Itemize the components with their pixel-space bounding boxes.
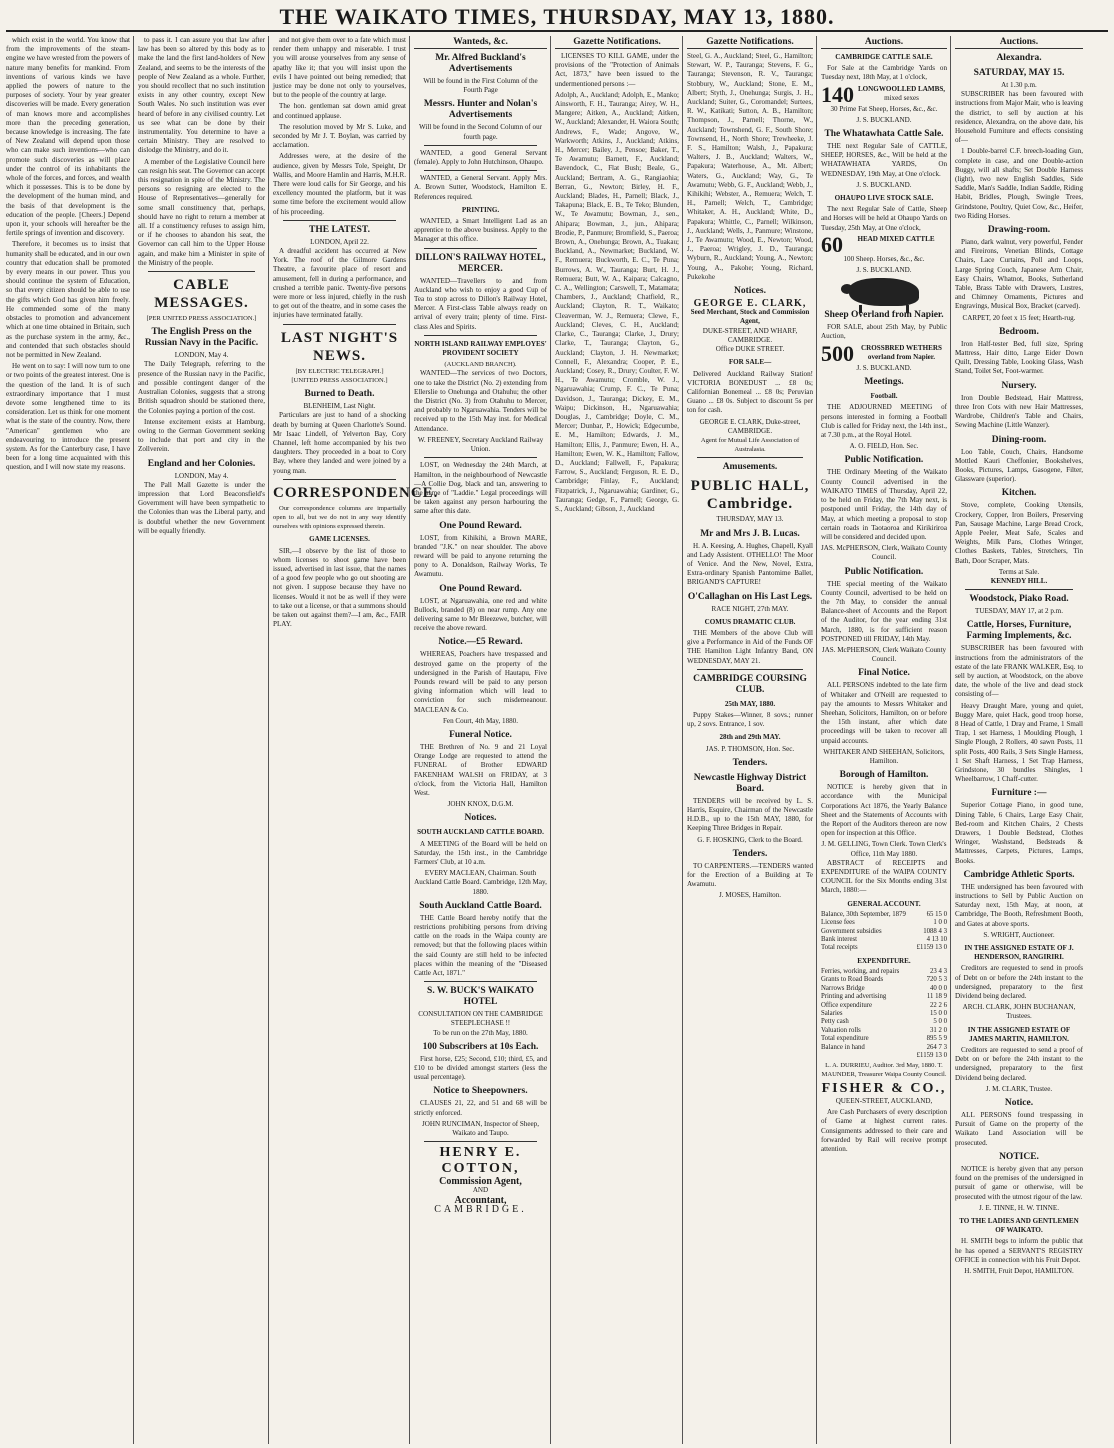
burned-title: Burned to Death. [304,389,375,400]
article-paragraph: and not give them over to a fate which must render them unhappy and miserable. I trust you will arouse yourselves from any sense of apathy like it; that you will insist upon the evils I have pointed out being remedied; that justice may be done not only to yourselves, but to the people of the country at large. [273,36,406,100]
table-cell-value: 895 5 9 [926,1035,947,1043]
table-cell-label: License fees [821,919,855,927]
bedroom-body: Iron Half-tester Bed, full size, Spring Mattress, Hair ditto, Large Eider Down Quilt, Dressing Table, Looking Glass, Wash Stand, Toilet Set, Foot-warmer. [955,339,1083,376]
divider [148,271,255,272]
pound-title: One Pound Reward. [439,520,522,531]
latest-heading: THE LATEST. [309,224,370,235]
table-cell-label: Salaries [821,1010,843,1018]
cattle-sale-title: CAMBRIDGE CATTLE SALE. [835,53,933,61]
article-paragraph: which exist in the world. You know that from the improvements of the steam-engine we have wrested from the powers of nature many benefits for mankind. From inventions of various kinds we have applied the powers of nature to the purposes of society. Your by year greater discoveries will be made. Every generation of man knows more and accomplishes more than the preceding generation, because knowledge is increasing. The fate of New Zealand will depend upon those who can make such inventions—who can promote such discoveries as will place under the control of its inhabitants the whole of the forces, and forces, and wealth which it possesses. This is to be done by the development of the human mind, and the basis of that development is the education of the people. [Cheers.] Depend upon it, your schools will hereafter be the fertile springs of invention and discovery. [6,36,130,238]
lastnight-heading: LAST NIGHT'S NEWS. [280,329,399,364]
notice2-title: NOTICE. [999,1151,1039,1162]
divider [283,324,396,325]
clark-sign: GEORGE E. CLARK, Duke-street, CAMBRIDGE. [699,417,801,435]
table-cell-value: 11 18 9 [926,993,947,1001]
cotton-and: AND [472,1186,489,1195]
kitchen-body: Stove, complete, Cooking Utensils, Crockery, Copper, Iron Boilers, Preserving Pan, Sausage Machine, Large Bread Crock, Apple Peeler, Meat Safe, Scales and Weights, Milk Pans, Clothes Wringer, Clothes Baskets, Tables, Stretchers, Tin Bath, Door Scraper, Mats. [955,501,1083,565]
assigned2-body: Creditors are requested to send a proof of Debt on or before the 24th instant to the undersigned, preparatory to the first Dividend being declared. [955,1046,1083,1082]
table-row [821,1035,947,1043]
column-3 [273,36,439,1444]
cable-title: The English Press on the Russian Navy in the Pacific. [144,327,259,349]
expenditure-table [821,968,947,1060]
article-paragraph: He went on to say: I will now turn to one or two points of the greatest interest. One is the question of the land. It is of such extraordinary importance that I must devote some lengthened time to its consideration. Let us think for one moment what is the state of the country. Now, there "American" gentlemen who are endeavouring to introduce the present system. As for the Canterbury case, I have been for a long time acquainted with this question, and I will now state my reasons. [6,362,130,472]
funeral-title: Funeral Notice. [449,729,512,740]
final-body: ALL PERSONS indebted to the late firm of Whitaker and O'Neill are requested to pay the amounts to Messrs Whitaker and Sheehan, Solicitors, Hamilton, on or before the 15th instant, after which date proceedings will be taken to recover all unpaid accounts. [821,681,947,745]
cattle-board-sign: EVERY MACLEAN, Chairman. South Auckland Cattle Board. Cambridge, 12th May, 1880. [414,869,547,896]
napier-wethers: CROSSBRED WETHERS overland from Napier. [861,343,942,361]
whata-title: The Whatawhata Cattle Sale. [824,129,944,140]
woodstock-title: Woodstock, Piako Road. [969,594,1069,605]
cattle-sale-ad [821,81,947,114]
ocallaghan-body: RACE NIGHT, 27th MAY. [711,604,789,613]
divider [424,248,537,249]
nursery-body: Iron Double Bedstead, Hair Mattress, three Iron Cots with new Hair Mattresses, Wardrobe, Children's Table and Chairs, Sewing Machine (Little Wanzer). [955,393,1083,430]
gazette-intro: LICENSES TO KILL GAME, under the provisions of the "Protection of Animals Act, 1873," have been issued to the undermentioned persons :— [555,52,679,88]
table-row [821,968,947,976]
gazette-names: Steel, G. A., Auckland; Steel, G., Hamilton; Stewart, W. P., Tauranga; Stevens, F. G., Tauranga; Stevenson, R. V., Tauranga; Stobbury, W., Auckland; Stone, E. M., Albert; Styth, J., Onehunga; Surgis, J. H., Auckland; Suiter, G., Coromandel; Surtees, R. W., Katikati; Sutton, A. B., Hamilton; Thompson, J., Parnell; Thorne, W., Auckland; Townshend, G. F., South Shore; Townsend, H., North Shore; Trewheeke, J. F. S., Hamilton; Walsh, J., Papakura; Walters, J. B., Auckland; Walters, W., Papakura; Waterhouse, A., Mt. Albert; Waters, G., Auckland; Way, G., Te Awamutu; Webb, G. F., Auckland; Webb, J., Kihikihi; Webster, A., Remuera; Welch, T. H., Parnell; Welch, T., Cambridge; Whitaker, A. H., Auckland; White, D., Papakura; Whittle, C., Parnell; Wilkinson, J., Auckland; Wells, J., Panmure; Winstone, J., Te Awamutu; Wood, E., Newton; Wood, J., Paeroa; Wrigley, J. D., Tauranga; Wyburn, R., Auckland; Young, A., Newton; Young, A., Pakohe; Young, Richard, Pukekohe [687,52,813,281]
table-row [821,1052,947,1060]
column-1 [6,36,134,1444]
cattle-board-body: A MEETING of the Board will be held on Saturday, the 15th inst., in the Cambridge Farmers' Club, at 10 a.m. [414,839,547,866]
fisher-body: Are Cash Purchasers of every description of Game at highest current rates. Consignments addressed to their care and forwarded by Rail will receive prompt attention. [821,1108,947,1153]
whata-sign: J. S. BUCKLAND. [856,180,912,189]
furniture-body: Superior Cottage Piano, in good tune, Dining Table, 6 Chairs, Large Easy Chair, Bed-room and Kitchen Chairs, 2 Chests Drawers, 1 Double Bedstead, Clothes Wringer, Washstand, Bedsteads & Mattresses, Carpets, Pictures, Lamps, Books. [955,801,1083,865]
sheep-body: CLAUSES 21, 22, and 51 and 68 will be strictly enforced. [414,1099,547,1117]
coursing-sign: JAS. P. THOMSON, Hon. Sec. [705,744,795,753]
napier-body: FOR SALE, about 25th May, by Public Auction, [821,323,947,341]
tenders2-body: TO CARPENTERS.—TENDERS wanted for the Erection of a Building at Te Awamutu. [687,861,813,889]
ohaupo-count: 60 [821,231,843,257]
comus-body: THE Members of the above Club will give a Performance in Aid of the Funds OF THE Hamilton Light Infantry Band, ON WEDNESDAY, MAY 21. [687,628,813,665]
sale-date: SATURDAY, MAY 15. [973,68,1065,78]
coursing-title: CAMBRIDGE COURSING CLUB. [693,673,807,695]
cattle-sale-body: For Sale at the Cambridge Yards on Tuesday next, 18th May, at 1 o'clock, [821,64,947,82]
hall-body: H. A. Keesing, A. Hughes, Chapell, Kyall and Lady Assistent. OTHELLO! The Moor of Venice. And the New, Novel, Extra, Extra-ordinary Spanish Pantomime Ballet, BRIGAND'S CAPTURE! [687,541,813,587]
ladies-sign: H. SMITH, Fruit Depot, HAMILTON. [964,1266,1074,1275]
forsale-title: FOR SALE— [728,358,772,367]
table-cell-label: Bank interest [821,936,858,944]
buck-body: To be run on the 27th May, 1880. [433,1028,528,1037]
table-row [821,993,947,1001]
cable-paragraph: Intense excitement exists at Hamburg, owing to the German Government seeking to include that port and city in the Zollverein. [138,417,265,454]
divider [283,479,396,480]
column-6 [687,36,817,1444]
england-title: England and her Colonies. [147,458,256,469]
table-row [821,1044,947,1052]
hall-date: THURSDAY, MAY 13. [716,515,784,524]
reward-body: WHEREAS, Poachers have trespassed and destroyed game on the property of the undersigned in the Parish of Hautapu, Five Pounds reward will be paid to any person giving information which will lead to conviction for such misdemeanour. MACLEAN & Co. [414,650,547,714]
assigned1-body: Creditors are requested to send in proofs of Debt on or before the 24th instant to the undersigned, preparatory to the first Dividend being declared. [955,964,1083,1001]
abstract-head: GENERAL ACCOUNT. [847,899,921,908]
notice-body: ALL PERSONS found trespassing in Pursuit of Game on the property of the Waikato Land Association will be prosecuted. [955,1111,1083,1147]
table-cell-value: 1 0 0 [933,919,947,927]
fisher-addr: QUEEN-STREET, AUCKLAND, [835,1096,933,1105]
column-heading: Auctions. [955,36,1083,49]
table-cell-label [821,1052,912,1060]
column-heading: Gazette Notifications. [555,36,679,49]
masthead [6,4,1108,32]
clark-office: Office DUKE STREET. [715,345,785,354]
ohaupo-cattle: HEAD MIXED CATTLE [857,234,935,243]
woodstock-items: Heavy Draught Mare, young and quiet, Buggy Mare, quiet Hack, good troop horse, 8 Head of Cattle, 1 Dray and Frame, 1 Small Trap, 1 set Harness, 1 Moulding Plough, 1 Single Plough, 2 Rollers, 40 sawn Posts, 11 split Posts, 400 Rails, 3 Sets Single Harness, 1 Set Shaft Harness, 1 Set Trap Harness, Grindstone, 30 bundles Shingles, 1 Wheelbarrow, 1 Chaff-cutter. [955,701,1083,784]
table-cell-label: Printing and advertising [821,993,887,1001]
nursery-title: Nursery. [1001,380,1037,391]
railway-sign: W. FREENEY, Secretary Auckland Railway Union. [417,435,544,454]
public2-title: Public Notification. [844,566,924,577]
clark-addr: DUKE-STREET, AND WHARF, CAMBRIDGE. [702,326,798,344]
fisher-name: FISHER & CO., [821,1080,947,1096]
abstract-body: ABSTRACT of RECEIPTS and EXPENDITURE of the WAIPA COUNTY COUNCIL for the Six Months ending 31st March, 1880:— [821,858,947,895]
assigned2-title: IN THE ASSIGNED ESTATE OF JAMES MARTIN, HAMILTON. [967,1025,1071,1043]
terms: Terms at Sale. [998,567,1040,576]
expenditure-head: EXPENDITURE. [857,956,911,965]
cotton-role: Commission Agent, [439,1176,522,1188]
highway-title: Newcastle Highway District Board. [693,772,807,794]
amusements-title: Amusements. [722,462,778,473]
table-row [821,985,947,993]
table-cell-label: Petty cash [821,1018,849,1026]
auctioneer: KENNEDY HILL. [990,576,1048,585]
funeral-body: THE Brethren of No. 9 and 21 Loyal Orange Lodge are requested to attend the FUNERAL of Brother EDWARD FAKENHAM WALSH on FRIDAY, at 3 o'clock, from the Victoria Hall, Hamilton West. [414,742,547,797]
table-row [821,919,947,927]
notice-title: Notice. [1004,1098,1034,1109]
divider [965,589,1073,590]
england-dateline: LONDON, May 4. [174,471,229,480]
furniture-title: Furniture :— [991,788,1047,799]
coursing-body: Puppy Stakes—Winner, 8 sovs.; runner up, 2 sovs. Entrance, 1 sov. [687,710,813,729]
dillon-body: WANTED—Travellers to and from Auckland who wish to enjoy a good Cup of Tea to stop across to Dillon's Railway Hotel, Mercer. A First-class Table always ready on arrival of every train; plenty of time. First-class Ales and Spirits. [414,276,547,331]
napier-count: 500 [821,340,854,366]
notices-title: Notices. [464,813,497,824]
table-cell-value: 40 0 0 [930,984,947,992]
england-paragraph: The Pall Mall Gazette is under the impression that Lord Beaconsfield's Government will have been sympathetic to the Colonies than was the Liberal party, and is doubtful whether the new Government will be equally friendly. [138,480,265,535]
cotton-ad [414,1145,547,1214]
table-row [821,928,947,936]
cattle-lambs: LONGWOOLLED LAMBS, [857,84,946,93]
article-paragraph: Therefore, it becomes us to insist that humanity shall be educated, and in our own country that education shall be promoted by every means in our power. Thus you should continue the system of Education, so that every citizen should be able to use the gifts which God has given him freely. He commended some of the many obstacles to promotion and advancement which at one time obtained in Britain, such as the purchase system in the army, &c., and contended that such obstacles should not be permitted in New Zealand. [6,240,130,359]
table-cell-label: Ferries, working, and repairs [821,968,900,976]
cattle-board-title: SOUTH AUCKLAND CATTLE BOARD. [417,828,544,837]
whata-body: THE next Regular Sale of CATTLE, SHEEP, HORSES, &c., Will be held at the WHATAWHATA YARDS, On WEDNESDAY, 19th May, at One o'clock. [821,142,947,178]
napier-sign: J. S. BUCKLAND. [856,364,912,373]
table-cell-label: Balance, 30th September, 1879 [821,910,906,918]
table-cell-label: Valuation rolls [821,1026,861,1034]
article-paragraph: A member of the Legislative Council here can resign his seat. The Governor can accept this resignation in spite of the Ministry. The persons so resigning are elected to the House of Representatives—generally for some small constituency that, perhaps, should have no right to return a member at all. If a constituency refuses to assign him, or if he chooses to abandon his seat, the Governor can call him to the Upper House again, and make him a Minister in spite of the Ministry of the people. [138,157,265,267]
divider [697,669,803,670]
column-heading: Auctions. [821,36,947,49]
buck-title: S. W. BUCK'S WAIKATO HOTEL [427,986,534,1008]
buck-big: 100 Subscribers at 10s Each. [422,1041,539,1052]
column-heading: Gazette Notifications. [687,36,813,49]
cattle-mixed: mixed sexes [884,93,919,102]
divider [283,220,396,221]
divider [424,981,537,982]
assigned2-sign: J. M. CLARK, Trustee. [985,1084,1053,1093]
divider [697,457,803,458]
lost-notice: LOST, on Wednesday the 24th March, at Hamilton, in the neighbourhood of Newcastle—A Collie Dog, black and tan, answering to the name of "Laddie." Legal proceedings will be taken against any person harbouring the same after this date. [414,461,547,516]
table-cell-value: £1159 13 0 [916,944,947,952]
buck-sub: CONSULTATION ON THE CAMBRIDGE STEEPLECHASE !! [418,1010,543,1028]
sale-body: SUBSCRIBER has been favoured with instructions from Major Mair, who is leaving the district, to sell by auction at his residence, Alexandra, on the above date, his Household Furniture and effects consisting of— [955,90,1083,145]
table-row [821,911,947,919]
ad-title: PRINTING. [461,205,500,214]
cattle-extra: 30 Prime Fat Sheep, Horses, &c., &c. [830,104,938,113]
ohaupo-extra: 100 Sheep. Horses, &c., &c. [843,254,925,263]
railway-sub: (AUCKLAND BRANCH). [444,361,517,369]
ad-title: Mr. Alfred Buckland's Advertisements [435,53,526,74]
cotton-name: HENRY E. COTTON, [439,1145,522,1177]
lastnight-sub: [BY ELECTRIC TELEGRAPH.] [295,367,384,375]
table-cell-value: 22 2 6 [930,1001,947,1009]
table-row [821,1002,947,1010]
cable-heading: CABLE MESSAGES. [154,277,249,312]
ladies-body: H. SMITH begs to inform the public that he has opened a SERVANT'S REGISTRY OFFICE in connection with his Fruit Depot. [955,1237,1083,1264]
table-cell-value: 65 15 0 [926,910,947,918]
masthead-title: THE WAIKATO TIMES, THURSDAY, MAY 13, 1880. [279,4,835,29]
table-cell-label: Balance in hand [821,1043,865,1051]
cattle-board2-body: THE Cattle Board hereby notify that the restrictions prohibiting persons from driving cattle on the roads in the Waipa county are removed; but that the following places within the said County are still held to be infected places within the meaning of the "Diseased Cattle Act, 1871." [414,913,547,978]
table-row [821,936,947,944]
football-body: THE ADJOURNED MEETING of persons interested in forming a Football Club is called for Friday next, the 14th inst., at 7.30 p.m., at the Royal Hotel. [821,403,947,440]
napier-title: Sheep Overland from Napier. [824,310,944,321]
fisher-ad [821,1081,947,1106]
column-heading: Wanteds, &c. [414,36,547,49]
cotton-place: CAMBRIDGE. [434,1203,527,1215]
hall-title: PUBLIC HALL, Cambridge. [690,478,810,513]
table-cell-value: 720 5 3 [926,976,947,984]
sheep-title: Notice to Sheepowners. [433,1086,528,1097]
public2-sign: JAS. McPHERSON, Clerk Waikato County Council. [821,645,947,664]
ohaupo-body: The next Regular Sale of Cattle, Sheep and Horses will be held at Ohaupo Yards on Tuesday, 25th May, at One o'clock, [821,205,947,232]
cattle-board2-title: South Auckland Cattle Board. [419,900,542,911]
table-cell-value: 264 7 3 [926,1043,947,1051]
coursing-date2: 28th and 29th MAY. [719,733,781,742]
table-row [821,1010,947,1018]
kitchen-title: Kitchen. [1001,488,1037,499]
table-cell-label: Grants to Road Boards [821,976,884,984]
table-cell-label: Total receipts [821,944,858,952]
table-cell-label: Government subsidies [821,927,882,935]
ad-title: Messrs. Hunter and Nolan's Advertisements [423,99,538,121]
notice2-body: NOTICE is hereby given that any person found on the premises of the undersigned in pursuit of game or otherwise, will be prosecuted with the utmost rigour of the law. [955,1164,1083,1201]
table-row [821,976,947,984]
table-cell-label: Office expenditure [821,1001,873,1009]
borough-sign: J. M. GELLING, Town Clerk. Town Clerk's Office, 11th May 1880. [821,840,947,858]
sale-items: 1 Double-barrel C.F. breech-loading Gun, complete in case, and one Double-action Buggy, will all shafts; Set Double Harness (light), two new English Saddles, Side Saddle, Man's Saddle, Indian Saddle, Riding Habit, Bridles, Plough, Swingle Trees, Grindstone, Poultry, Quiet Cow, &c., Heifer, two Riding Horses. [955,147,1083,220]
football-sign: A. O. FIELD, Hon. Sec. [849,442,919,451]
sheep-illustration-icon [849,278,919,306]
sale-time: At 1.30 p.m. [1001,81,1037,89]
assigned1-title: IN THE ASSIGNED ESTATE OF J. HENDERSON, RANGIRIRI. [964,944,1074,962]
article-paragraph: to pass it. I can assure you that law after law has been so altered by this body as to make the land the first land-holders of New Zealand, and seems to be the interests of the people of New Zealand as a whole. Further, you should recollect that no such institution exists in any other country, except New South Wales. No such institution was ever heard of before in any civilised country. Let us see what can be done by their instrumentality. You determine to have a certain Ministry. They are resolved to dislodge the Ministry, and do it. [138,36,265,155]
column-8 [955,36,1086,1444]
divider [424,457,537,458]
cattle-sign: J. S. BUCKLAND. [856,115,912,124]
table-cell-label: Total expenditure [821,1035,869,1043]
ad-body: Will be found in the First Column of the Fourth Page [423,77,538,95]
sports-sign: S. WRIGHT, Auctioneer. [983,930,1055,939]
funeral-sign: JOHN KNOX, D.G.M. [447,800,514,809]
article-paragraph: Addresses were, at the desire of the audience, given by Messrs Tole, Speight, Dr Wallis, and Moore Hamlin and Harris, M.H.R. There were loud calls for Sir George, and his excellency mounted the platform, but it was some time before the excitement would allow of his proceeding. [273,152,406,216]
drawing-body: Piano, dark walnut, very powerful, Fender and Fireirons, Venetian Blinds, Cottage Chairs, Lace Curtains, Poll and Loops, Large Spring Couch, Japanese Arm Chair, Easy Chairs, Whatnot, Books, Sutherland Table, Brass Table with Drawers, Lustres, and Chimney Ornaments, Pictures and Engravings, Musical Box, Bracket (carved). [955,238,1083,311]
cotton-role2: Accountant, [454,1194,507,1206]
dining-title: Dining-room. [991,434,1047,445]
carpet: CARPET, 20 feet x 15 feet; Hearth-rug. [962,313,1076,322]
table-cell-value: £1159 13 0 [916,1052,947,1060]
woodstock-head: Cattle, Horses, Furniture, Farming Implements, &c. [966,620,1072,642]
column-5 [555,36,683,1444]
final-title: Final Notice. [858,668,910,679]
column-4 [414,36,551,1444]
tenders-title: Tenders. [732,757,768,768]
table-cell-label: Narrows Bridge [821,984,865,992]
table-row [821,1027,947,1035]
ad-body: WANTED, a General Servant. Apply Mrs. A. Brown Sutter, Woodstock, Hamilton E. References required. [414,174,547,201]
borough-body: NOTICE is hereby given that in accordance with the Municipal Corporations Act 1876, the Yearly Balance Sheet and the Statements of Accounts with the Report of the Auditors thereon are now open for inspection at this Office. [821,783,947,838]
highway-body: TENDERS will be received by L. S. Harris, Esquire, Chairman of the Newcastle H.D.B., up to the 15th MAY, 1880, for Keeping Three Bridges in Repair. [687,796,813,833]
public-title: Public Notification. [844,455,924,466]
borough-title: Borough of Hamilton. [839,770,929,781]
reward-sign: Fen Court, 4th May, 1880. [442,716,518,725]
clark-sub: Seed Merchant, Stock and Commission Agent, [690,308,810,326]
railway-title: NORTH ISLAND RAILWAY EMPLOYES' PROVIDENT SOCIETY [414,339,547,358]
clark-agent: Agent for Mutual Life Association of Australasia. [700,436,800,454]
dillon-title: DILLON'S RAILWAY HOTEL, MERCER. [415,252,546,274]
table-cell-value: 23 4 3 [930,968,947,976]
napier-ad [821,340,947,366]
football-title: Football. [870,392,898,401]
table-cell-value: 4 13 10 [926,936,947,944]
columns [6,36,1108,1444]
ad-body: Will be found in the Second Column of our fourth page. [418,123,543,141]
ohaupo-title: OHAUPO LIVE STOCK SALE. [834,194,934,203]
cattle-count: 140 [821,81,854,107]
pound2-title: One Pound Reward. [439,583,522,594]
coursing-date: 25th MAY, 1880. [724,699,776,708]
game-paragraph: SIR,—I observe by the list of those to whom licenses to shoot game have been issued, advertised in last issue, that the names of a good few people who go out shooting are not given. I suppose because they have no licenses. Would it not be as well if they were to take out a license, or that a summons should be taken out against them?—I am, &c., FAIR PLAY. [273,546,406,629]
table-cell-value: 5 0 0 [933,1018,947,1026]
sports-body: THE undersigned has been favoured with instructions to Sell by Public Auction on Saturday next, 15th May, at noon, at Cambridge, The Booth, Refreshment Booth, and Gates at above sports. [955,882,1083,928]
notices-title: Notices. [734,286,766,297]
ohaupo-sign: J. S. BUCKLAND. [856,266,912,275]
receipts-table [821,911,947,953]
ad-body: WANTED, a Smart Intelligent Lad as an apprentice to the above business. Apply to the Manager at this office. [414,217,547,244]
table-cell-value: 1088 4 3 [923,927,947,935]
latest-paragraph: A dreadful accident has occurred at New York. The roof of the Gilmore Gardens Theatre, a favourite place of resort and amusement, fell in during a performance, and crushed a terrible panic. Twenty-five persons were more or less injured, chiefly in the rush to get out of the theatre, and in some cases the injuries have terminated fatally. [273,247,406,320]
public2-body: THE special meeting of the Waikato County Council, advertised to be held on the 7th May, to consider the annual Balance-sheet of Accounts and the Report of the Auditor, for the year ending 31st March, 1880, is for sufficient reason POSTPONED till FRIDAY, 14th May. [821,579,947,643]
dining-body: Loo Table, Couch, Chairs, Handsome Mottled Kauri Cheffonier, Bookshelves, Books, Pictures, Lamps, Gasogene, Filter, Glassware (superior). [955,447,1083,484]
woodstock-date: TUESDAY, MAY 17, at 2 p.m. [975,607,1063,616]
meetings-title: Meetings. [864,377,904,388]
ladies-title: TO THE LADIES AND GENTLEMEN OF WAIKATO. [959,1216,1079,1235]
sports-title: Cambridge Athletic Sports. [963,869,1075,880]
final-sign: WHITAKER AND SHEEHAN, Solicitors, Hamilton. [823,747,945,765]
hall-act: Mr and Mrs J. B. Lucas. [700,528,800,539]
divider [424,335,537,336]
abstract-sign: L. A. DURRIEU, Auditor. 3rd May, 1880. T. MAUNDER, Treasurer Waipa County Council. [821,1061,947,1078]
forsale-body: Delivered Auckland Railway Station! VICTORIA BONEDUST ... £8 0s; Californian Bonemeal ... £8 0s; Peruvian Guano ... £8 0s. Subject to discount 5s per ton for cash. [687,369,813,415]
divider [424,1141,537,1142]
table-cell-value: 31 2 0 [930,1026,947,1034]
article-paragraph: The resolution moved by Mr S. Luke, and seconded by Mr J. T. Boylan, was carried by acclamation. [273,122,406,150]
clark-name: GEORGE E. CLARK, [693,298,807,310]
woodstock-body: SUBSCRIBER has been favoured with instructions from the administrators of the estate of the late FRANK WALKER, Esq. to sell by auction, at Woodstock, on the above date, the whole of the live and dead stock consisting of— [955,644,1083,699]
burned-paragraph: Particulars are just to hand of a shocking death by burning at Queen Charlotte's Sound. Mr Isaac Lindell, of Yelverton Bay, Cory Channel, left home accompanied by his two daughters. They proceeded in a boat to Cory Bay, where they landed and were joined by a young man. [273,411,406,475]
reward-title: Notice.—£5 Reward. [438,637,523,648]
assigned1-sign: ARCH. CLARK, JOHN BUCHANAN, Trustees. [962,1003,1076,1021]
latest-dateline: LONDON, April 22. [310,237,369,246]
public-body: THE Ordinary Meeting of the Waikato County Council advertised in the WAIKATO TIMES of Thursday, April 22, to be held on Friday, the 7th May next, is postponed until Friday, the 14th day of May, at which meeting a proposal to stop certain roads in Taotaoroa and Kirikiriroa will be considered and decided upon. [821,468,947,541]
divider [424,170,537,171]
sale-place: Alexandra. [996,53,1042,63]
column-7 [821,36,951,1444]
drawing-title: Drawing-room. [987,225,1051,236]
tenders2-sign: J. MOSES, Hamilton. [718,891,782,900]
ad-body: WANTED, a good General Servant (female). Apply to John Hutchinson, Ohaupo. [414,148,547,167]
comus-title: COMUS DRAMATIC CLUB. [704,617,796,626]
buck-prize: First horse, £25; Second, £10; third, £5, and £10 to be divided amongst starters (less the usual percentage). [414,1054,547,1082]
gazette-names: Adolph, A., Auckland; Adolph, E., Manko; Ainsworth, F. H., Tauranga; Airey, W. H., Mangere; Aitken, A., Auckland; Aitken, W., Auckland; Alexander, H. Waiora South; Andrews, F., Wade; Angove, W., Warkworth; Atkins, J., Auckland; Atkins, H., Mercer; Bailey, J., Pensoe; Baker, T., Te Awamutu; Barnett, F., Auckland; Bavendock, C., Flat Bush; Beale, G., Auckland; Bertram, A. G., Rangiaohia; Berran, G., Newton; Birley, H. F., Auckland; Blades, H., Parnell; Black, J., Takapuna; Black, E. B., Te Teko; Blunden, W., Te Awamutu; Bowman, J., sen., Ahipara; Bowman, J., jun., Ahipara; Brodie, P., Panmure; Bromfield, S., Paeroa; Brown, A., Onehunga; Brown, A., Tuakau; Buckland, A., Newmarket; Buckland, W. F., Remuera; Buckworth, E. C., Te Puna; Burrows, A. W., Tauranga; Burt, H. J., Remuera; Butt, W. A., Kaipara; Calcagno, C. A., Wellington; Carswell, T., Matamata; Chambers, J., Auckland; Chatfield, R., Auckland; Clayton, R. T., Waikato; Cleaverman, W. J., Remuera; Clewe, F., Auckland; Cleves, C. H., Auckland; Clarke, C., Tauranga; Clarke, J., Drury; Clarke, T., Tauranga; Clayton, G., Auckland; Clayton, J. H. Newmarket; Connell, F., Alexandra; Cooper, P. E., Auckland; Cosey, R., Drury; Coulter, F. W. H., Te Awamutu; Cromble, W. J., Ngaruawahia; Crump, F. C., Te Puna; Davidson, J., Tauranga; Dickey, E. M., Waipu; Dickinson, H., Ngaruawahia; Douglas, J., Cambridge; Doyle, C. M., Mercer; Dunbar, P., Howick; Edgecumbe, E. M., Hamilton; Edwards, J. M., Hamilton; Ellis, J., Panmure; Ewen, H. A., Hamilton; Ewen, W. K., Hamilton; Fallow, D., Auckland; Fallwell, F., Papakura; Farrow, S., Auckland; Ferguson, R. E. D., Cambridge; Finlay, F., Auckland; Fitzpatrick, J., Ngaruawahia; Gardiner, G., Tauranga; Gedge, F., Parnell; George, G. S., Auckland; Gibson, J., Auckland [555,90,679,513]
pound-body: LOST, from Kihikihi, a Brown MARE, branded "J.K." on near shoulder. The above reward will be paid to anyone returning the pony to A. Donaldson, Railway Works, Te Awamutu. [414,533,547,579]
ocallaghan-title: O'Callaghan on His Last Legs. [687,591,813,602]
cable-dateline: LONDON, May 4. [174,351,229,360]
table-cell-value: 15 0 0 [930,1010,947,1018]
railway-body: WANTED—The services of two Doctors, one to take the District (No. 2) extending from Ellerslie to Onehunga and Otahuhu; the other the District (No. 3) from Otahuhu to Mercer, and probably to Ngaruawahia. Tenders will be received up to the 15th May inst. for Medical Attendance. [414,369,547,433]
cable-sub: [PER UNITED PRESS ASSOCIATION.] [146,315,257,323]
lastnight-sub2: [UNITED PRESS ASSOCIATION.] [291,376,388,384]
divider [424,145,537,146]
correspondence-heading: CORRESPONDENCE. [273,484,439,501]
ohaupo-ad [821,231,947,264]
game-title: GAME LICENSES. [309,535,370,544]
tenders2-title: Tenders. [732,848,768,859]
burned-dateline: BLENHEIM, Last Night. [303,402,376,411]
table-row [821,1018,947,1026]
pound2-body: LOST, at Ngaruawahia, one red and white Bullock, branded (8) on near rump. Any one delivering same to Mr Bleezewe, butcher, will receive the above reward. [414,596,547,633]
clark-ad [687,299,813,354]
highway-sign: G. F. HOSKING, Clerk to the Board. [697,835,803,844]
bedroom-title: Bedroom. [999,326,1039,337]
table-row [821,944,947,952]
public-sign: JAS. McPHERSON, Clerk, Waikato County Council. [821,544,948,562]
correspondence-note: Our correspondence columns are impartially open to all, but we do not in any way identify ourselves with opinions expressed therein. [273,504,406,531]
column-2 [138,36,269,1444]
notice2-sign: J. E. TINNE, H. W. TINNE. [979,1203,1059,1212]
article-paragraph: The hon. gentleman sat down amid great and continued applause. [273,102,406,120]
sheep-sign: JOHN RUNCIMAN, Inspector of Sheep, Waikato and Taupo. [421,1119,540,1138]
cable-paragraph: The Daily Telegraph, referring to the presence of the Russian navy in the Pacific, and possible contingent danger of the Australian Colonies, suggests that a strong British squadron should be stationed there, the Colonies paying a portion of the cost. [138,360,265,415]
